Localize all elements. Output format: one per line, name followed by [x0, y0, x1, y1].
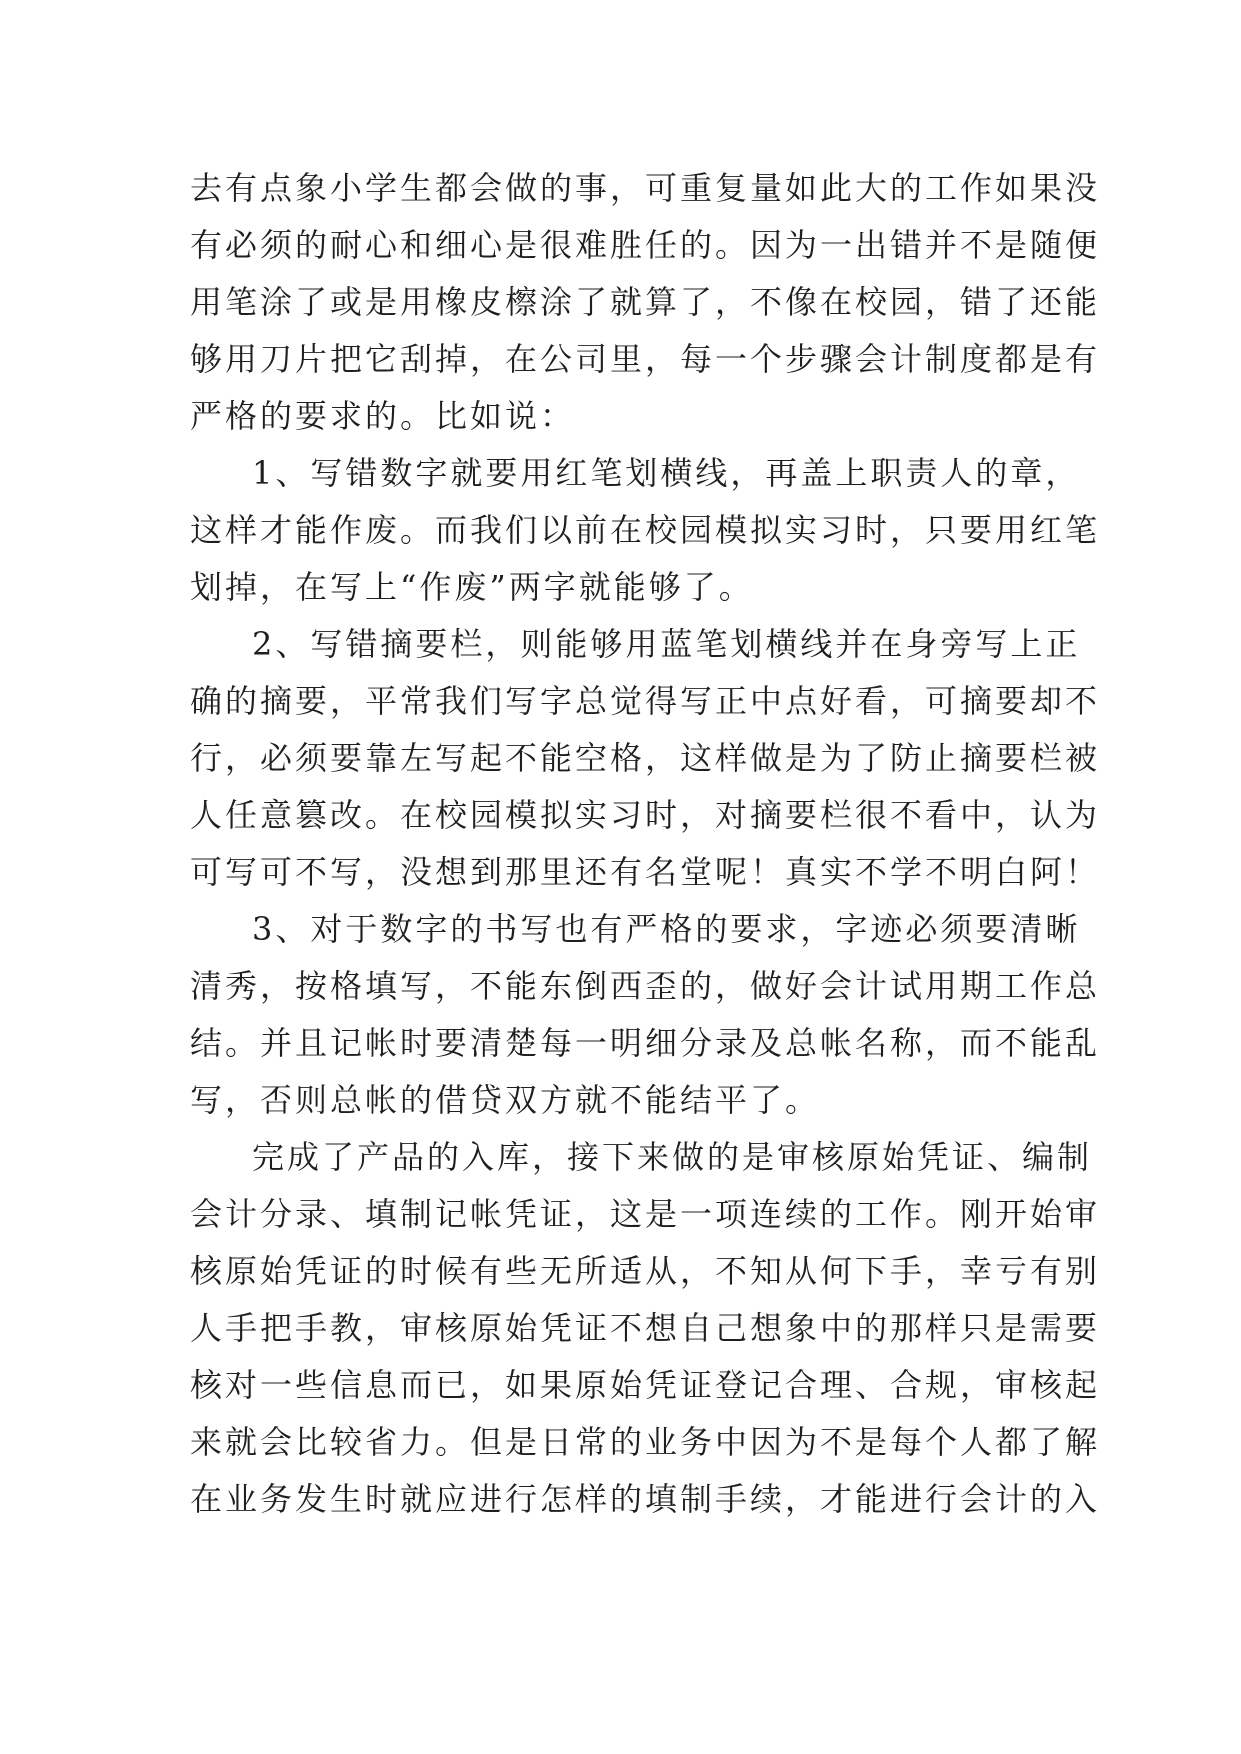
- list-item-3-start: 3、对于数字的书写也有严格的要求，字迹必须要清晰: [252, 910, 1081, 948]
- list-item-1-start: 1、写错数字就要用红笔划横线，再盖上职责人的章，: [252, 454, 1081, 492]
- text-line: 行，必须要靠左写起不能空格，这样做是为了防止摘要栏被: [190, 739, 1101, 777]
- text-line: 人手把手教，审核原始凭证不想自己想象中的那样只是需要: [190, 1309, 1101, 1347]
- text-line: 严格的要求的。比如说：: [190, 397, 576, 435]
- text-line: 核原始凭证的时候有些无所适从，不知从何下手，幸亏有别: [190, 1252, 1101, 1290]
- text-line: 可写可不写，没想到那里还有名堂呢！真实不学不明白阿！: [190, 853, 1101, 891]
- text-line: 去有点象小学生都会做的事，可重复量如此大的工作如果没: [190, 169, 1101, 207]
- text-line: 确的摘要，平常我们写字总觉得写正中点好看，可摘要却不: [190, 682, 1101, 720]
- text-line: 划掉，在写上“作废”两字就能够了。: [190, 568, 754, 606]
- text-line: 在业务发生时就应进行怎样的填制手续，才能进行会计的入: [190, 1480, 1101, 1518]
- text-line: 够用刀片把它刮掉，在公司里，每一个步骤会计制度都是有: [190, 340, 1101, 378]
- text-line: 人任意篡改。在校园模拟实习时，对摘要栏很不看中，认为: [190, 796, 1101, 834]
- document-page: [190, 160, 1101, 1528]
- paragraph-start: 完成了产品的入库，接下来做的是审核原始凭证、编制: [252, 1138, 1093, 1176]
- text-line: 写，否则总帐的借贷双方就不能结平了。: [190, 1081, 821, 1119]
- text-line: 会计分录、填制记帐凭证，这是一项连续的工作。刚开始审: [190, 1195, 1101, 1233]
- text-line: 清秀，按格填写，不能东倒西歪的，做好会计试用期工作总: [190, 967, 1101, 1005]
- text-line: 用笔涂了或是用橡皮檫涂了就算了，不像在校园，错了还能: [190, 283, 1101, 321]
- text-line: 核对一些信息而已，如果原始凭证登记合理、合规，审核起: [190, 1366, 1101, 1404]
- text-line: 这样才能作废。而我们以前在校园模拟实习时，只要用红笔: [190, 511, 1101, 549]
- text-line: 有必须的耐心和细心是很难胜任的。因为一出错并不是随便: [190, 226, 1101, 264]
- text-line: 来就会比较省力。但是日常的业务中因为不是每个人都了解: [190, 1423, 1101, 1461]
- list-item-2-start: 2、写错摘要栏，则能够用蓝笔划横线并在身旁写上正: [252, 625, 1081, 663]
- text-line: 结。并且记帐时要清楚每一明细分录及总帐名称，而不能乱: [190, 1024, 1101, 1062]
